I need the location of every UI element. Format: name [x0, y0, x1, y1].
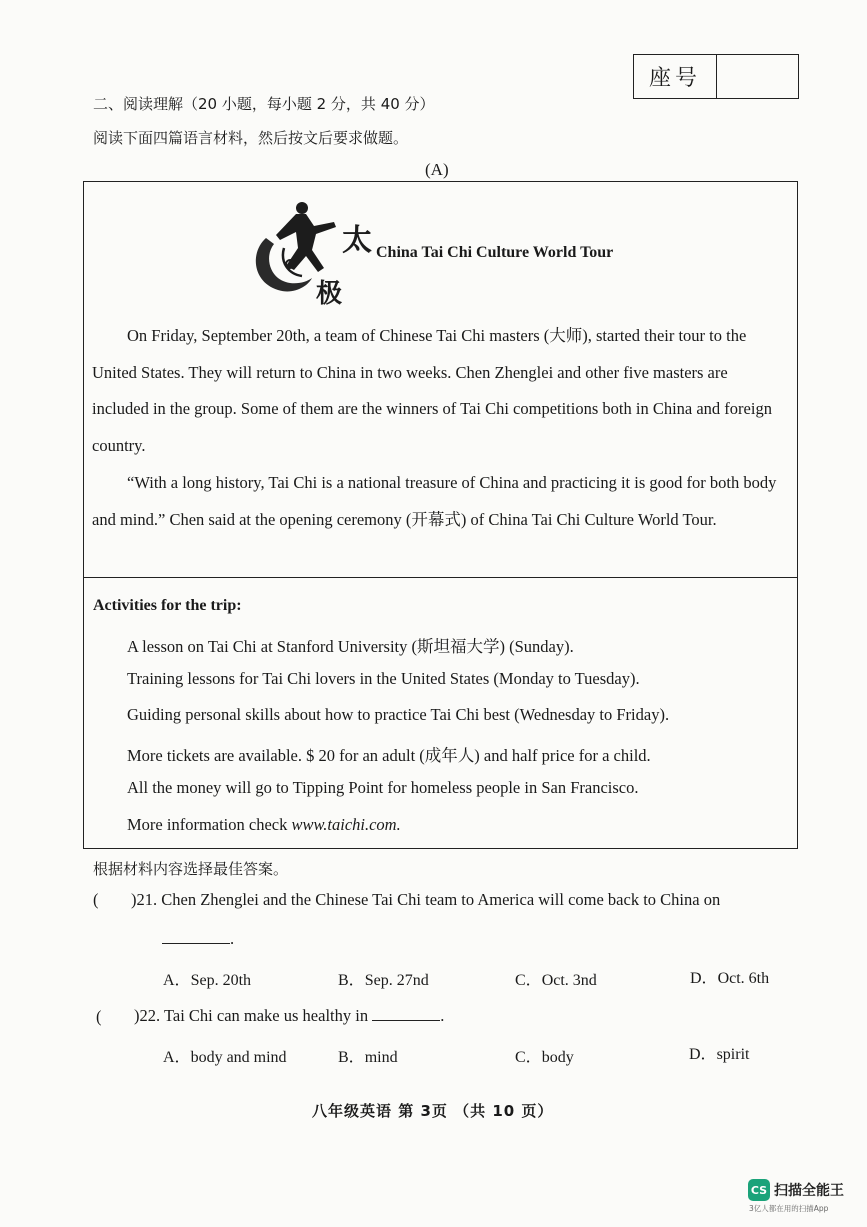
- question-22-option-b: [338, 1044, 398, 1067]
- activity-item: Guiding personal skills about how to practice Tai Chi best (Wednesday to Friday).: [127, 705, 670, 724]
- question-22-option-d: [689, 1041, 749, 1064]
- tour-title: China Tai Chi Culture World Tour: [376, 244, 614, 261]
- question-21-blank-line: [162, 929, 234, 949]
- option-text: Sep. 27nd: [364, 972, 429, 989]
- option-letter: B．: [338, 1049, 365, 1066]
- question-21-option-d: [690, 965, 769, 988]
- passage-paragraph-2: “With a long history, Tai Chi is a national treasure of China and practicing it is good for both body and mind.” Chen said at the opening ceremony (开幕式) of China Tai Chi Culture World Tour.: [92, 473, 777, 529]
- question-21-blank-end: .: [230, 929, 235, 948]
- answer-blank: [372, 1006, 440, 1021]
- option-text: Sep. 20th: [190, 972, 252, 989]
- scanner-app-name: 扫描全能王: [774, 1183, 844, 1199]
- question-22-option-a: [163, 1044, 287, 1067]
- page-footer: 八年级英语 第 3页 （共 10 页）: [312, 1102, 554, 1120]
- question-22-stem: )22. Tai Chi can make us healthy in: [134, 1006, 369, 1025]
- option-text: Oct. 6th: [717, 970, 770, 987]
- activity-item: A lesson on Tai Chi at Stanford University (斯坦福大学) (Sunday).: [127, 637, 574, 656]
- option-letter: A．: [163, 1049, 191, 1066]
- scanner-logo-icon: CS: [748, 1179, 770, 1201]
- option-text: body: [541, 1049, 574, 1066]
- option-letter: D．: [689, 1046, 717, 1063]
- logo-glyph-top: 太: [342, 223, 372, 258]
- more-info-prefix: More information check: [127, 815, 292, 834]
- option-letter: C．: [515, 1049, 542, 1066]
- seat-number-label: 座号: [634, 55, 717, 98]
- question-21-option-b: [338, 967, 429, 990]
- question-22-stem-line: [134, 1006, 444, 1026]
- option-text: Oct. 3nd: [541, 972, 597, 989]
- more-info-url: www.taichi.com.: [291, 815, 401, 834]
- scanner-tagline: 3亿人都在用的扫描App: [749, 1204, 829, 1213]
- activity-item: All the money will go to Tipping Point for homeless people in San Francisco.: [127, 778, 639, 797]
- option-letter: A．: [163, 972, 191, 989]
- option-letter: D．: [690, 970, 718, 987]
- choose-instruction: 根据材料内容选择最佳答案。: [93, 860, 289, 878]
- logo-glyph-bottom: 极: [316, 279, 343, 308]
- question-21-stem: )21. Chen Zhenglei and the Chinese Tai Chi team to America will come back to China on: [131, 890, 721, 909]
- section-instruction: 阅读下面四篇语言材料，然后按文后要求做题。: [93, 129, 409, 147]
- passage-label: (A): [425, 160, 449, 179]
- passage-paragraph-1: On Friday, September 20th, a team of Chinese Tai Chi masters (大师), started their tour to the United States. They will return to China in two weeks. Chen Zhenglei and other five masters are included in the group. Some of them are the winners of Tai Chi competitions both in China and foreign country.: [92, 326, 772, 455]
- option-text: mind: [364, 1049, 398, 1066]
- question-21-bracket: (: [93, 890, 99, 909]
- activity-more-info: [127, 815, 401, 835]
- question-22-blank-end: .: [440, 1006, 445, 1025]
- activity-item: Training lessons for Tai Chi lovers in the United States (Monday to Tuesday).: [127, 669, 640, 688]
- section-title: 二、阅读理解（20 小题，每小题 2 分，共 40 分）: [93, 95, 435, 113]
- seat-number-box: [633, 54, 799, 99]
- activity-item: More tickets are available. $ 20 for an adult (成年人) and half price for a child.: [127, 746, 651, 765]
- question-21-option-c: [515, 967, 597, 990]
- seat-number-value: [717, 55, 798, 98]
- option-text: spirit: [716, 1046, 750, 1063]
- question-22-bracket: (: [96, 1007, 102, 1026]
- question-21-option-a: [163, 967, 251, 990]
- activities-heading: Activities for the trip:: [93, 597, 242, 614]
- option-letter: C．: [515, 972, 542, 989]
- tai-chi-figure-logo-icon: [244, 200, 376, 308]
- answer-blank: [162, 929, 230, 944]
- question-22-option-c: [515, 1044, 574, 1067]
- option-text: body and mind: [190, 1049, 287, 1066]
- passage-divider: [83, 577, 798, 578]
- option-letter: B．: [338, 972, 365, 989]
